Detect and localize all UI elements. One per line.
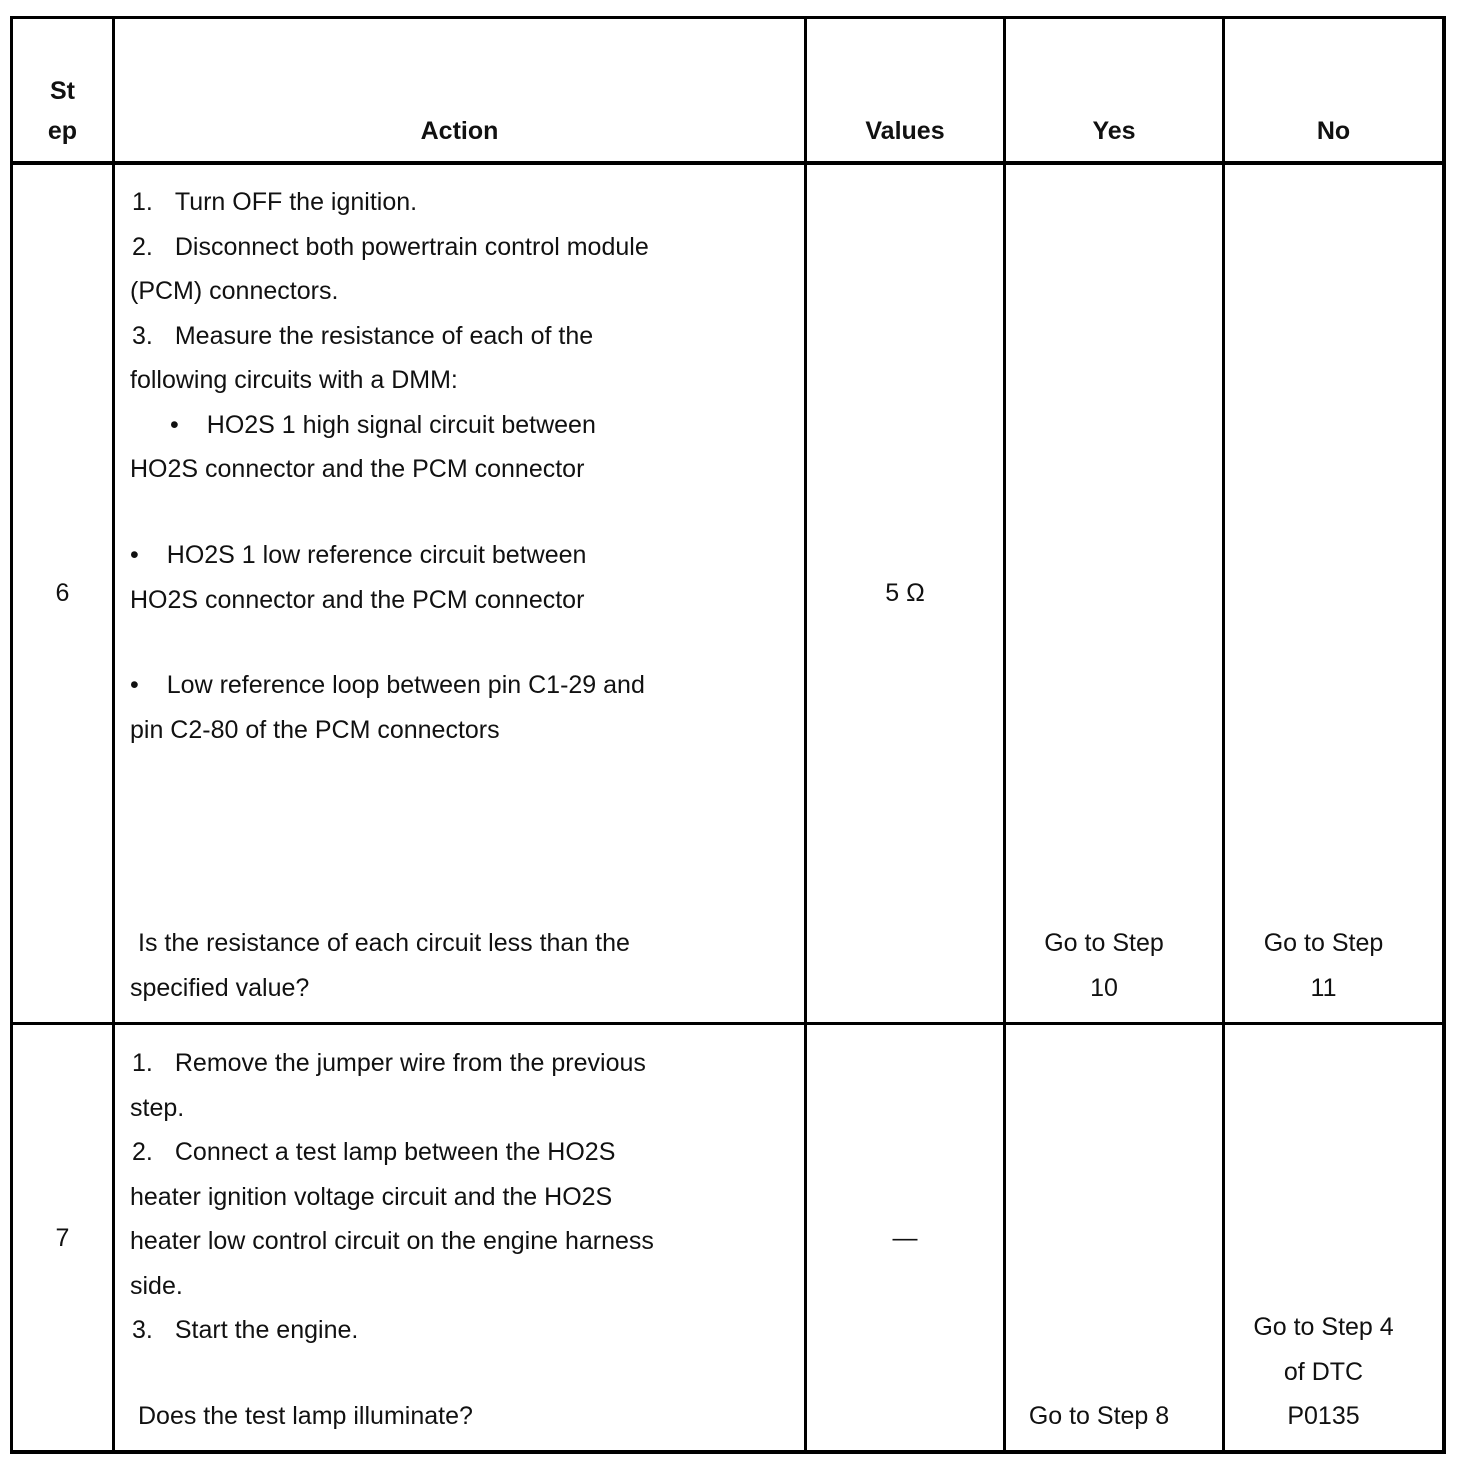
column-divider-yes [1222,16,1225,1454]
bullet-icon: • [130,671,139,699]
value-cell: 5 Ω [885,579,925,607]
action-line: 3. Start the engine. [132,1316,359,1344]
no-cell: Go to Step 11 [1263,929,1384,1002]
header-values: Values [865,117,945,145]
action-cell [130,1041,800,1353]
action-line: heater ignition voltage circuit and the HO2S [130,1182,613,1211]
action-line: 2. Disconnect both powertrain control module [132,232,649,261]
yes-cell: Go to Step 10 [1044,929,1164,1002]
table-border-top [10,16,1446,19]
action-line: 1. Remove the jumper wire from the previous [132,1049,646,1077]
action-cell [130,180,800,492]
action-line: 1. Turn OFF the ignition. [132,188,418,216]
header-step [13,71,112,151]
table-border-bottom [10,1450,1446,1454]
action-line: 3. Measure the resistance of each of the [132,321,594,350]
bullet-item-continued: HO2S connector and the PCM connector [130,455,585,483]
row-divider [10,1022,1446,1025]
bullet-item-continued: HO2S connector and the PCM connector [130,585,585,614]
column-divider-values [1003,16,1006,1454]
action-line: 2. Connect a test lamp between the HO2S [132,1138,616,1166]
header-divider [10,161,1446,165]
column-divider-step [112,16,115,1454]
bullet-icon: • [130,541,139,569]
header-action: Action [420,117,499,145]
table-border-right [1442,16,1446,1454]
yes-cell: Go to Step 8 [1028,1402,1170,1430]
header-step-line2: ep [47,117,78,145]
bullet-icon: • [170,410,179,439]
header-step-line1: St [50,77,75,105]
diagnostic-table [10,16,1446,1454]
action-line: (PCM) connectors. [130,277,339,305]
step-number: 6 [55,579,70,607]
value-cell: — [892,1224,918,1252]
no-cell: Go to Step 4 of DTC P0135 [1253,1313,1394,1430]
action-line: side. [130,1271,183,1300]
action-line: following circuits with a DMM: [130,366,458,394]
bullet-item: • HO2S 1 high signal circuit between [170,410,596,439]
action-question: Does the test lamp illuminate? [138,1402,473,1430]
action-question: Is the resistance of each circuit less than the specified value? [130,929,630,1002]
action-line: heater low control circuit on the engine harness [130,1227,654,1255]
action-line: step. [130,1093,185,1122]
action-cell-bullets [130,533,800,622]
bullet-item: • HO2S 1 low reference circuit between [130,541,587,569]
bullet-item: • Low reference loop between pin C1-29 and [130,671,645,699]
action-cell-bullets [130,663,800,752]
bullet-item-continued: pin C2-80 of the PCM connectors [130,715,500,744]
header-yes: Yes [1092,117,1136,145]
step-number: 7 [55,1224,70,1252]
header-no: No [1316,117,1351,145]
